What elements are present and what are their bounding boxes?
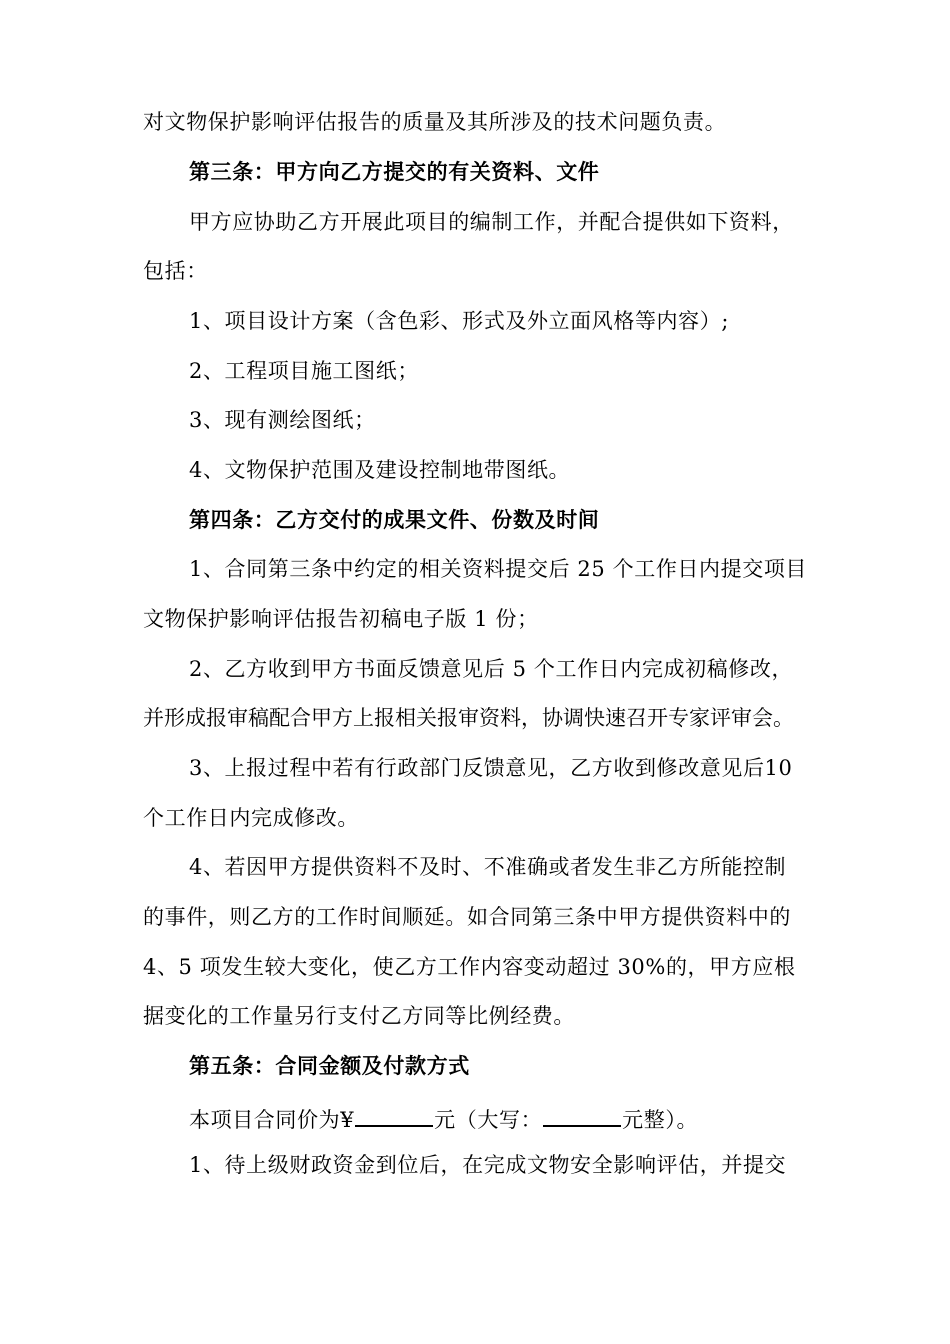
paragraph-line: 3、上报过程中若有行政部门反馈意见，乙方收到修改意见后10 [189, 756, 793, 780]
paragraph-line: 2、乙方收到甲方书面反馈意见后 5 个工作日内完成初稿修改， [189, 657, 794, 681]
paragraph-line: 的事件，则乙方的工作时间顺延。如合同第三条中甲方提供资料中的 [143, 905, 791, 929]
list-item: 4、文物保护范围及建设控制地带图纸。 [189, 458, 571, 482]
paragraph-line: 4、若因甲方提供资料不及时、不准确或者发生非乙方所能控制 [189, 855, 787, 879]
list-item: 3、现有测绘图纸； [189, 408, 376, 432]
paragraph-line: 包括： [143, 259, 208, 283]
paragraph-line: 文物保护影响评估报告初稿电子版 1 份； [143, 607, 539, 631]
paragraph-line: 个工作日内完成修改。 [143, 806, 359, 830]
paragraph-line: 1、待上级财政资金到位后，在完成文物安全影响评估，并提交 [189, 1153, 787, 1177]
paragraph-line: 1、合同第三条中约定的相关资料提交后 25 个工作日内提交项目 [189, 557, 808, 581]
price-middle: 元（大写： [434, 1108, 543, 1132]
paragraph-line: 据变化的工作量另行支付乙方同等比例经费。 [143, 1004, 575, 1028]
paragraph-line: 4、5 项发生较大变化，使乙方工作内容变动超过 30%的，甲方应根 [143, 955, 796, 979]
amount-in-words-blank [543, 1101, 621, 1127]
section-heading-article-4: 第四条：乙方交付的成果文件、份数及时间 [189, 508, 600, 532]
list-item: 2、工程项目施工图纸； [189, 359, 419, 383]
list-item: 1、项目设计方案（含色彩、形式及外立面风格等内容）; [189, 309, 730, 333]
paragraph-line: 对文物保护影响评估报告的质量及其所涉及的技术问题负责。 [143, 110, 727, 134]
paragraph-line: 甲方应协助乙方开展此项目的编制工作，并配合提供如下资料， [189, 210, 794, 234]
amount-blank [355, 1101, 433, 1127]
section-heading-article-3: 第三条：甲方向乙方提交的有关资料、文件 [189, 160, 600, 184]
section-heading-article-5: 第五条：合同金额及付款方式 [189, 1054, 470, 1078]
price-suffix: 元整）。 [622, 1108, 699, 1132]
paragraph-line: 并形成报审稿配合甲方上报相关报审资料，协调快速召开专家评审会。 [143, 706, 794, 730]
contract-price-line [189, 1101, 823, 1135]
price-prefix: 本项目合同价为¥ [189, 1108, 355, 1132]
